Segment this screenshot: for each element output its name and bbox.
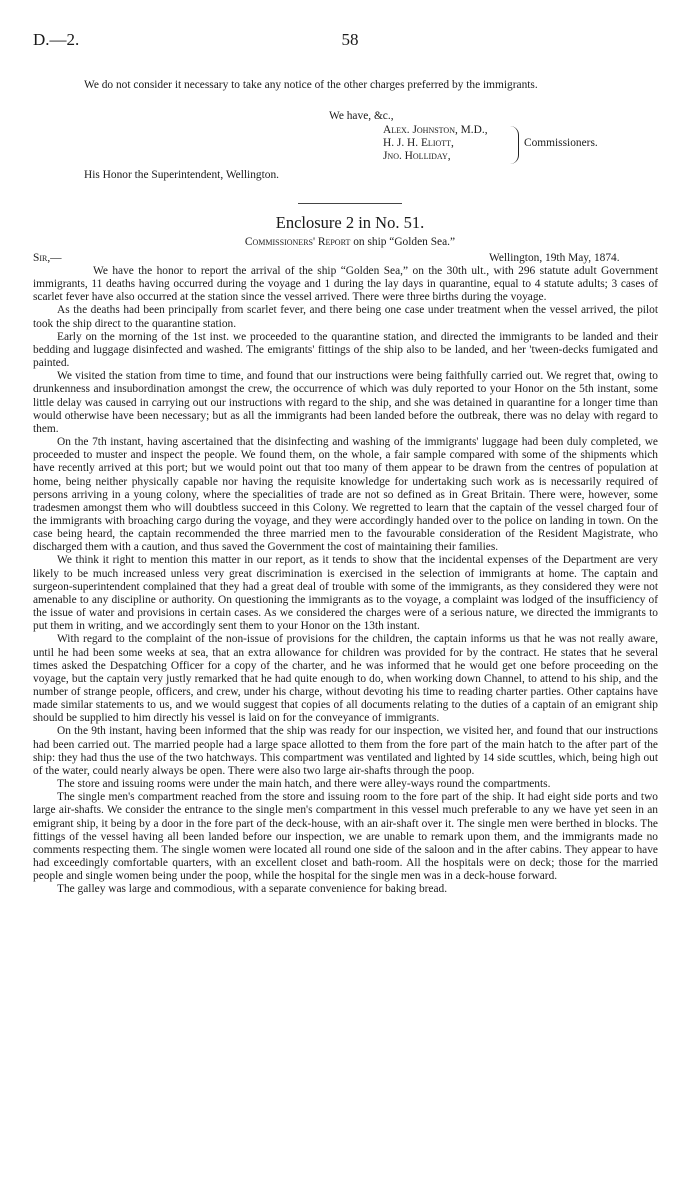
prior-letter-closing-paragraph (60, 79, 658, 92)
paragraph: We do not consider it necessary to take any notice of the other charges preferred by the immigrants. (84, 79, 538, 91)
report-paragraph: As the deaths had been principally from scarlet fever, and there being one case under treatment when the vessel arrived, the pilot took the ship direct to the quarantine station. (33, 304, 658, 330)
section-divider (298, 203, 402, 204)
signatory-list (383, 124, 488, 163)
report-paragraph: The store and issuing rooms were under the main hatch, and there were alley-ways round the compartments. (57, 778, 551, 791)
enclosure-heading: Enclosure 2 in No. 51. (275, 213, 425, 232)
page-number: 58 (341, 30, 359, 49)
document-reference: D.—2. (33, 30, 80, 49)
report-paragraph: We visited the station from time to time, and found that our instructions were being faithfully carried out. We regret that, owing to drunkenness and insubordination amongst the crew, the occurrence of which was duly reported to your Honor on the 5th instant, some little delay was caused in carrying out our instructions with regard to the ship, and she was detained in quarantine for a longer time than would otherwise have been necessary; but as all the immigrants had been landed before the outbreak, there was no delay with regard to them. (33, 370, 658, 435)
report-paragraph: With regard to the complaint of the non-issue of provisions for the children, the captain informs us that he was not really aware, until he had been some weeks at sea, that an extra allowance for children was provided for by the contract. He states that he several times asked the Despatching Officer for a copy of the charter, and he was informed that he would get one before proceeding on the voyage, but the captain very justly remarked that he had quite enough to do, when working down Channel, to attend to his ship, and the number of strange people, officers, and crew, under his charge, without devoting his time to reading charter parties. Other captains have made similar statements to us, and we would suggest that copies of all documents relating to the duties of a captain of an emigrant ship should be supplied to him directly his vessel is laid on for the conveyance of immigrants. (33, 633, 658, 725)
report-subtitle-prefix: Commissioners' Report (244, 236, 351, 248)
report-subtitle-suffix: on ship “Golden Sea.” (353, 236, 456, 248)
report-paragraph: On the 7th instant, having ascertained that the disinfecting and washing of the immigrants' luggage had been duly completed, we proceeded to muster and inspect the people. We found them, on the whole, a fair sample compared with some of the shipments which have recently arrived at this port; but we would point out that too many of them appear to be drawn from the centres of population at home, being neither physically capable nor having the requisite knowledge for undertaking such work as is necessarily required of persons arriving in a young colony, where the specialities of trade are not so defined as in Great Britain. There were, however, some tradesmen amongst them who will doubtless succeed in this Colony. We regretted to learn that the captain of the vessel charged four of the immigrants with broaching cargo during the voyage, and they were accordingly handed over to the police on landing in town. On the case being heard, the captain recommended the three married men to the favourable consideration of the Resident Magistrate, who discharged them with a caution, and thus saved the Government the cost of maintaining their families. (33, 436, 658, 554)
report-subtitle (0, 236, 700, 248)
signatory: Jno. Holliday, (383, 150, 451, 163)
signatory: Alex. Johnston, M.D., (383, 124, 488, 136)
report-paragraph: Early on the morning of the 1st inst. we proceeded to the quarantine station, and directed the immigrants to be landed and their bedding and luggage disinfected and washed. The emigrants' fittings of the ship also to be landed, and her 'tween-decks fumigated and painted. (33, 330, 658, 370)
report-body (33, 265, 658, 897)
report-paragraph: We think it right to mention this matter in our report, as it tends to show that the incidental expenses of the Department are very likely to be much increased unless very great discrimination is exercised in the selection of immigrants at home. The captain and surgeon-superintendent complained that they had a great deal of trouble with some of the immigrants, as they considered they were not amenable to any discipline or authority. On questioning the immigrants as to the voyage, a complaint was lodged of the insufficiency of the issue of water and provisions in certain cases. As we considered the charges were of a serious nature, we directed the immigrants to put them in writing, and we accordingly sent them to your Honor on the 13th instant. (33, 554, 658, 633)
signatory-role: Commissioners. (524, 137, 598, 149)
addressee: His Honor the Superintendent, Wellington. (84, 169, 280, 181)
report-paragraph: We have the honor to report the arrival of the ship “Golden Sea,” on the 30th ult., with 296 statute adult Government immigrants, 11 deaths having occurred during the voyage and 1 during the lay days in quarantine, equal to 4 statute adults; 3 cases of scarlet fever have also occurred at the station since the vessel arrived. There were three births during the voyage. (33, 265, 658, 304)
report-paragraph: The single men's compartment reached from the store and issuing room to the fore part of the ship. It had eight side ports and two large air-shafts. We consider the entrance to the single men's compartment in this vessel much preferable to any we have yet seen in an emigrant ship, it being by a door in the fore part of the deck-house, with an air-shaft over it. The single men were berthed in blocks. The fittings of the vessel having all been landed before our inspection, we are unable to remark upon them, and the immigrants made no comments respecting them. The single women were located all round one side of the saloon and in the after cabins. They appear to have had exceedingly comfortable quarters, with an excellent closet and bath-room. All the hospitals were on deck; those for the married people and single women being under the poop, while the hospital for the single men was in a deck-house forward. (33, 791, 658, 883)
report-paragraph: On the 9th instant, having been informed that the ship was ready for our inspection, we visited her, and found that our instructions had been carried out. The married people had a large space allotted to them from the fore part of the main hatch to the after part of the ship: they had thus the use of the two hatchways. This compartment was ventilated and lighted by 14 side scuttles, which, being high out of the water, could nearly always be open. There were also two large air-shafts through the poop. (33, 725, 658, 777)
signatory: H. J. H. Eliott, (383, 137, 454, 150)
valediction: We have, &c., (329, 110, 394, 122)
salutation: Sir,— (33, 252, 62, 264)
signatory-brace (510, 126, 519, 164)
dateline: Wellington, 19th May, 1874. (489, 252, 620, 264)
report-paragraph: The galley was large and commodious, with a separate convenience for baking bread. (57, 883, 448, 896)
